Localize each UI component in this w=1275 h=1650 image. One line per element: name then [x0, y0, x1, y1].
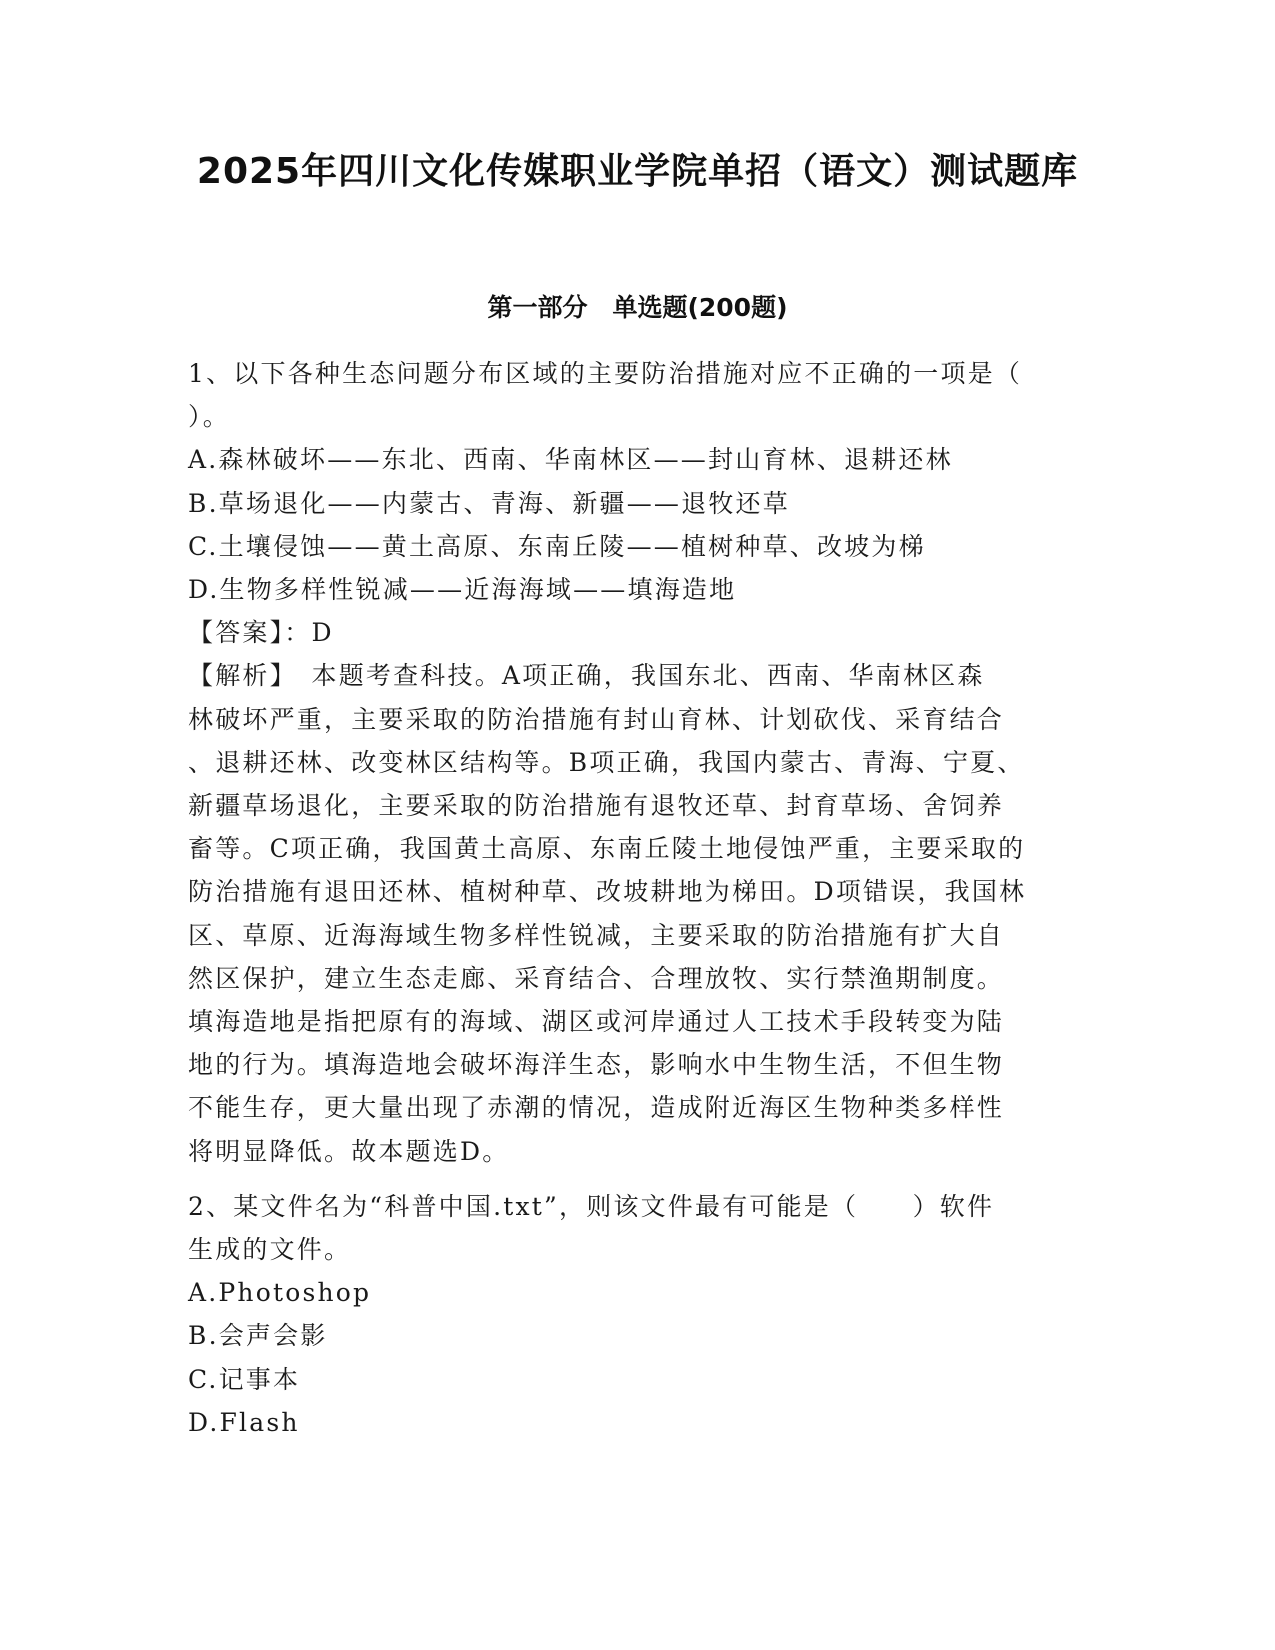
- question-1: [188, 352, 1088, 1173]
- section-title: 第一部分 单选题(200题): [487, 293, 788, 322]
- explanation-line: 防治措施有退田还林、植树种草、改坡耕地为梯田。D项错误，我国林: [188, 877, 1027, 907]
- explanation-line: 不能生存，更大量出现了赤潮的情况，造成附近海区生物种类多样性: [188, 1093, 1005, 1123]
- question-stem: 2、某文件名为“科普中国.txt”，则该文件最有可能是（ ）软件: [188, 1191, 995, 1221]
- explanation-line: 林破坏严重，主要采取的防治措施有封山育林、计划砍伐、采育结合: [188, 704, 1005, 734]
- question-stem: 1、以下各种生态问题分布区域的主要防治措施对应不正确的一项是（: [188, 359, 1023, 388]
- option-a: A.森林破坏——东北、西南、华南林区——封山育林、退耕还林: [188, 445, 953, 475]
- explanation-line: 将明显降低。故本题选D。: [188, 1136, 510, 1166]
- option-a: A.Photoshop: [188, 1278, 372, 1308]
- answer: 【答案】：D: [188, 618, 334, 648]
- explanation-line: 新疆草场退化，主要采取的防治措施有退牧还草、封育草场、舍饲养: [188, 791, 1005, 821]
- document-title: 2025年四川文化传媒职业学院单招（语文）测试题库: [196, 151, 1079, 192]
- question-2: [188, 1185, 1088, 1444]
- explanation-line: 、退耕还林、改变林区结构等。B项正确，我国内蒙古、青海、宁夏、: [188, 747, 1025, 777]
- option-d: D.生物多样性锐减——近海海域——填海造地: [188, 575, 737, 605]
- explanation-line: 畜等。C项正确，我国黄土高原、东南丘陵土地侵蚀严重，主要采取的: [188, 834, 1026, 864]
- explanation-line: 地的行为。填海造地会破坏海洋生态，影响水中生物生活，不但生物: [188, 1050, 1005, 1080]
- option-c: C.记事本: [188, 1364, 301, 1394]
- explanation-line: 【解析】 本题考查科技。A项正确，我国东北、西南、华南林区森: [188, 661, 985, 691]
- option-d: D.Flash: [188, 1407, 300, 1437]
- question-stem-continued: 生成的文件。: [188, 1235, 352, 1265]
- explanation-line: 填海造地是指把原有的海域、湖区或河岸通过人工技术手段转变为陆: [188, 1007, 1005, 1037]
- option-b: B.草场退化——内蒙古、青海、新疆——退牧还草: [188, 488, 790, 518]
- question-stem-continued: ）。: [188, 402, 230, 432]
- option-c: C.土壤侵蚀——黄土高原、东南丘陵——植树种草、改坡为梯: [188, 531, 926, 561]
- explanation-line: 区、草原、近海海域生物多样性锐减，主要采取的防治措施有扩大自: [188, 920, 1005, 950]
- question-list: [188, 352, 1088, 1444]
- option-b: B.会声会影: [188, 1321, 328, 1351]
- explanation-line: 然区保护，建立生态走廊、采育结合、合理放牧、实行禁渔期制度。: [188, 963, 1005, 993]
